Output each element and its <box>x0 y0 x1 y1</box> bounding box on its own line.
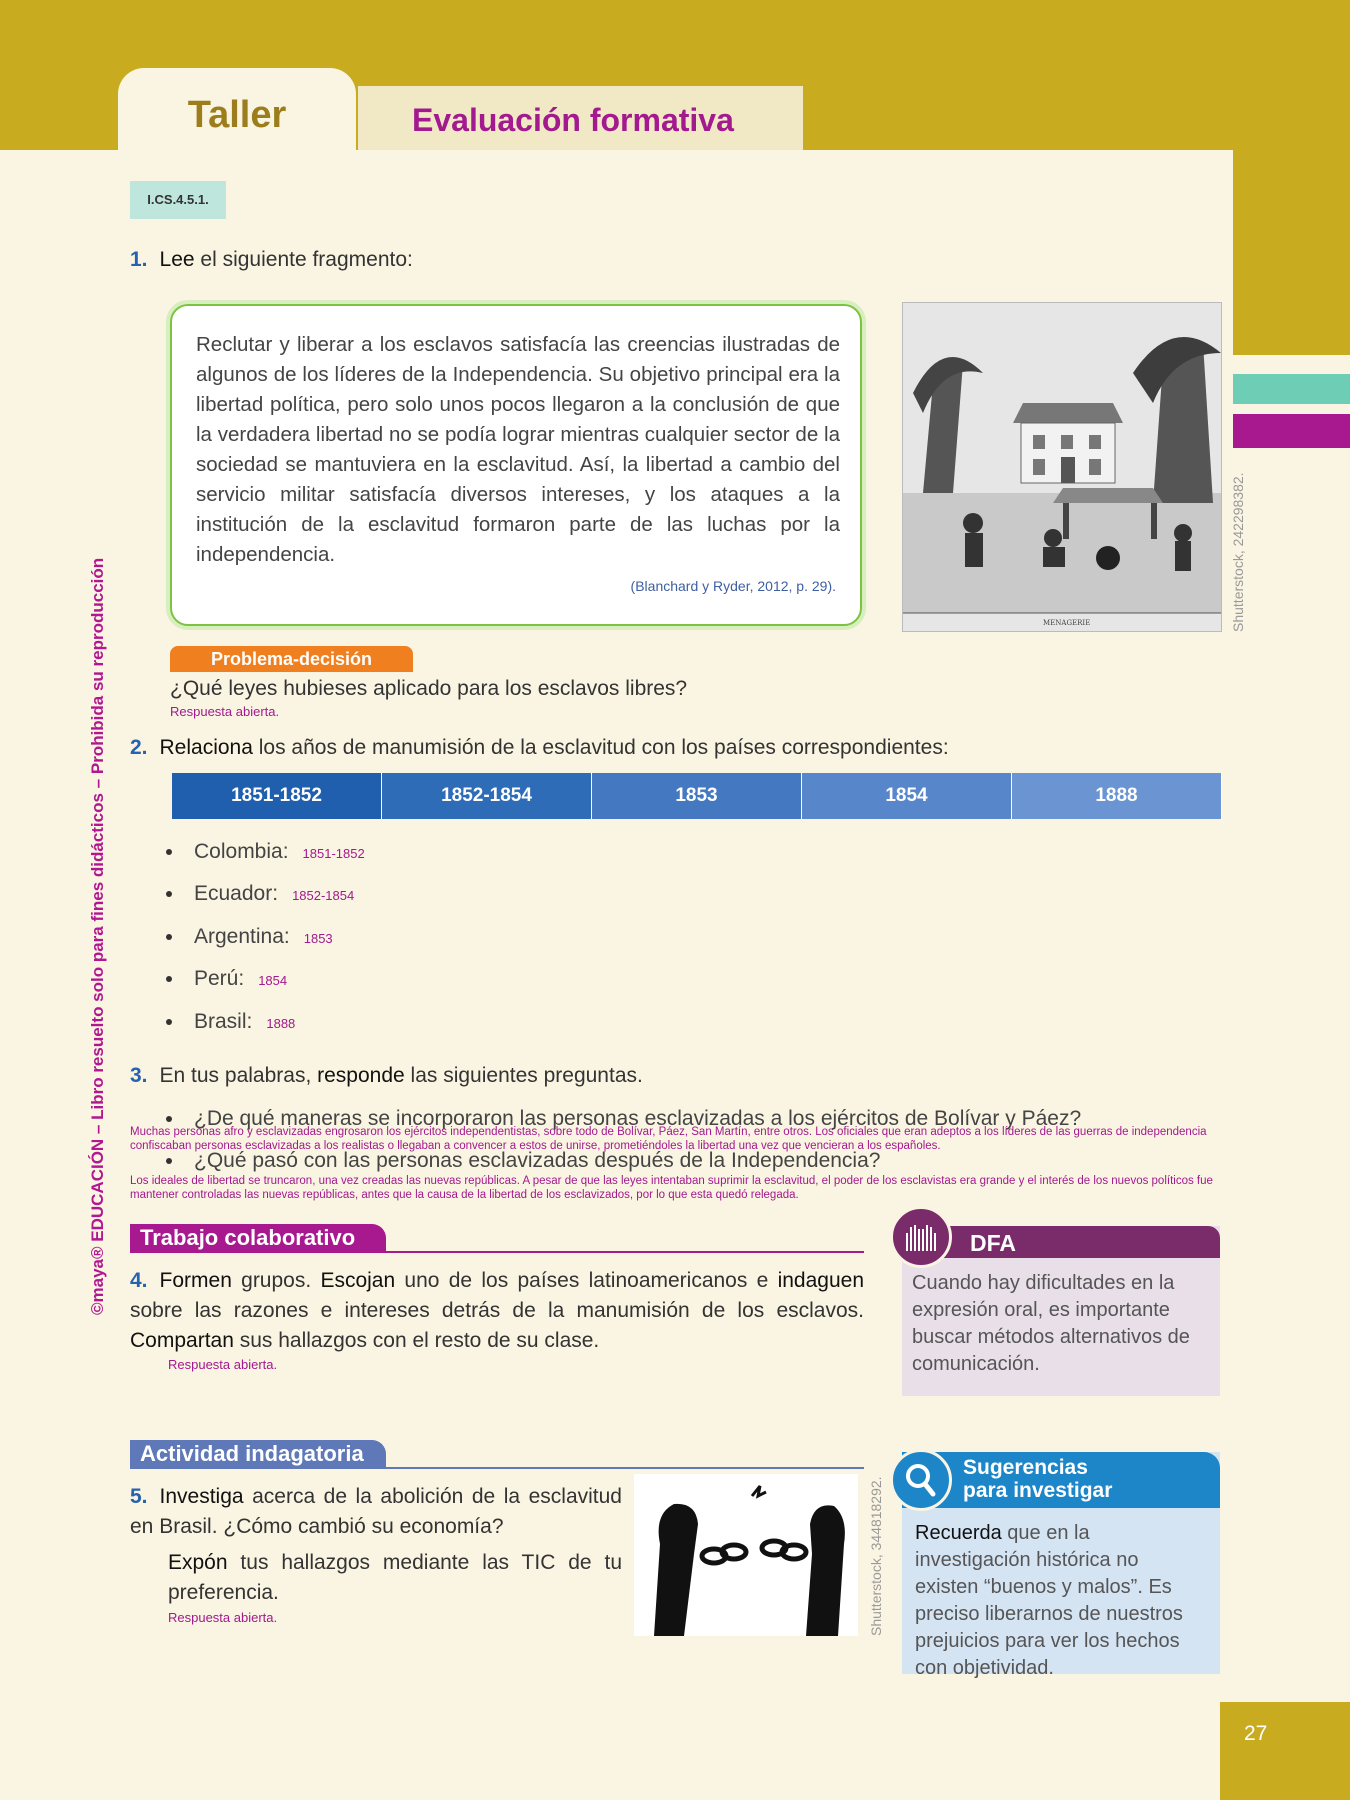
subquestion-answer: Muchas personas afro y esclavizadas engrosaron los ejércitos independentistas, sobre todo de Bolívar, Páez, San Martín, entre otros. Los oficiales que eran adeptos a los líderes de las guerras de independencia confiscaban personas esclavizadas a los realistas o llegaban a convencer a estos de unirse, prometiéndoles la libertad una vez que vencieran a los españoles. <box>130 1126 1207 1152</box>
year-cell: 1852-1854 <box>382 773 592 819</box>
question-text: sobre las razones e intereses detrás de la manumisión de los esclavos. <box>130 1299 864 1322</box>
quote-text: Reclutar y liberar a los esclavos satisfacía las creencias ilustradas de algunos de los líderes de la Independencia. Su objetivo principal era la libertad política, pero solo unos pocos llegaron a la conclusión de que la verdadera libertad no se podía lograr mientras cualquier sector de la sociedad se mantuviera en la esclavitud. Así, la libertad a cambio del servicio militar satisfacía diversos intereses, y los ataques a la institución de la esclavitud formaron parte de las luchas por la independencia. <box>196 333 840 566</box>
bullet <box>166 891 172 897</box>
question-4 <box>130 1266 864 1356</box>
engraving-caption: MENAGERIE <box>1043 619 1091 627</box>
question-number: 3. <box>130 1064 148 1087</box>
bullet <box>166 849 172 855</box>
bullet <box>166 1158 172 1164</box>
question-3 <box>130 1064 643 1088</box>
country-item <box>166 882 354 906</box>
country-item <box>166 925 333 949</box>
year-cell: 1854 <box>802 773 1012 819</box>
question-text-pre: En tus palabras, <box>159 1064 318 1087</box>
page-number-box <box>1220 1702 1350 1800</box>
question-text: el siguiente fragmento: <box>194 248 413 271</box>
problema-answer: Respuesta abierta. <box>170 704 280 719</box>
country-answer: 1888 <box>266 1016 296 1031</box>
country-answer: 1852-1854 <box>292 888 355 903</box>
sugerencias-title <box>963 1456 1112 1502</box>
broken-chains-image <box>634 1474 858 1636</box>
bullet <box>166 976 172 982</box>
question-text: grupos. <box>231 1269 321 1292</box>
photo-credit-1: Shutterstock, 242298382. <box>1230 472 1246 632</box>
question-verb: responde <box>317 1064 405 1087</box>
bullet <box>166 1019 172 1025</box>
sugerencias-body: que en la investigación histórica no existen “buenos y malos”. Es preciso liberarnos de nuestros prejuicios para ver los hechos con objetividad. <box>915 1522 1183 1679</box>
evaluacion-title: Evaluación formativa <box>412 102 734 138</box>
verb-investiga: Investiga <box>159 1485 244 1508</box>
indagatoria-answer: Respuesta abierta. <box>168 1610 278 1625</box>
verb-compartan: Compartan <box>130 1329 234 1352</box>
year-cell: 1888 <box>1012 773 1222 819</box>
country-item <box>166 840 365 864</box>
country-item <box>166 967 287 991</box>
years-table <box>172 773 1222 819</box>
indagatoria-heading: Actividad indagatoria <box>130 1440 386 1468</box>
subquestion-text: ¿De qué maneras se incorporaron las personas esclavizadas a los ejércitos de Bolívar y Páez? <box>194 1107 1082 1130</box>
subquestion-answer: Los ideales de libertad se truncaron, una vez creadas las nuevas repúblicas. A pesar de que las leyes intentaban suprimir la esclavitud, el poder de los esclavistas era grande y el interés de los nuevos políticos fue mantener controladas las nuevas repúblicas, antes que la causa de la libertad de los esclavizados, por lo que esta quedó relegada. <box>130 1175 1213 1201</box>
bullet <box>166 934 172 940</box>
question-2 <box>130 736 949 760</box>
subquestion-text: ¿Qué pasó con las personas esclavizadas después de la Independencia? <box>194 1149 881 1172</box>
dfa-text: Cuando hay dificultades en la expresión oral, es importante buscar métodos alternativos de comunicación. <box>912 1272 1190 1375</box>
question-verb: Lee <box>159 248 195 271</box>
verb-formen: Formen <box>159 1269 232 1292</box>
verb-recuerda: Recuerda <box>915 1522 1002 1544</box>
country-name: Perú: <box>194 967 245 990</box>
year-cell: 1853 <box>592 773 802 819</box>
question-5 <box>130 1482 622 1542</box>
problema-question: ¿Qué leyes hubieses aplicado para los esclavos libres? <box>170 677 688 700</box>
question-number: 1. <box>130 248 148 271</box>
country-name: Argentina: <box>194 925 290 948</box>
problema-decision-badge: Problema-decisión <box>170 646 413 672</box>
trabajo-heading: Trabajo colaborativo <box>130 1224 386 1252</box>
question-5-part2 <box>168 1548 622 1608</box>
engraving-drawing <box>903 303 1221 631</box>
engraving-image <box>902 302 1222 632</box>
teal-tab-strip <box>1233 374 1350 404</box>
verb-indaguen: indaguen <box>777 1269 864 1292</box>
subquestion <box>166 1149 880 1173</box>
hands-icon-graphic <box>893 1209 949 1265</box>
country-item <box>166 1010 295 1034</box>
question-number: 4. <box>130 1269 148 1292</box>
hands-icon <box>890 1206 952 1268</box>
broken-chains-drawing <box>634 1474 858 1636</box>
question-text: las siguientes preguntas. <box>404 1064 643 1087</box>
question-number: 2. <box>130 736 148 759</box>
question-verb: Relaciona <box>159 736 253 759</box>
sugerencias-text <box>915 1520 1207 1682</box>
verb-escojan: Escojan <box>320 1269 396 1292</box>
magnifier-icon-graphic <box>893 1452 949 1508</box>
trabajo-rule <box>130 1251 864 1253</box>
sugerencias-title-line1: Sugerencias <box>963 1456 1088 1479</box>
question-text: acerca de la abolición de la esclavitud en Brasil. ¿Cómo cambió su economía? <box>130 1485 622 1538</box>
indagatoria-rule <box>130 1467 864 1469</box>
magenta-tab-strip <box>1233 414 1350 448</box>
country-answer: 1854 <box>258 973 288 988</box>
country-answer: 1851-1852 <box>302 846 365 861</box>
quote-citation: (Blanchard y Ryder, 2012, p. 29). <box>630 578 836 594</box>
dfa-title: DFA <box>970 1230 1016 1256</box>
skill-code-badge: I.CS.4.5.1. <box>130 181 226 219</box>
taller-tab <box>118 68 356 150</box>
verb-expon: Expón <box>168 1551 228 1574</box>
photo-credit-2: Shutterstock, 344818292. <box>868 1476 884 1636</box>
question-text: tus hallazgos mediante las TIC de tu preferencia. <box>168 1551 622 1604</box>
year-cell: 1851-1852 <box>172 773 382 819</box>
evaluacion-tab <box>358 86 803 150</box>
bullet <box>166 1116 172 1122</box>
quote-box <box>170 304 862 626</box>
question-text: sus hallazgos con el resto de su clase. <box>233 1329 600 1352</box>
question-1 <box>130 248 413 272</box>
question-text: los años de manumisión de la esclavitud con los países correspondientes: <box>252 736 949 759</box>
country-name: Ecuador: <box>194 882 279 905</box>
taller-title: Taller <box>187 94 287 136</box>
country-name: Colombia: <box>194 840 289 863</box>
trabajo-answer: Respuesta abierta. <box>168 1357 278 1372</box>
sugerencias-title-line2: para investigar <box>963 1479 1113 1502</box>
magnifier-icon <box>890 1449 952 1511</box>
side-copyright: ©maya® EDUCACIÓN – Libro resuelto solo para fines didácticos – Prohibida su reproducción <box>88 557 107 1315</box>
right-color-band <box>1233 150 1350 355</box>
question-text: uno de los países latinoamericanos e <box>395 1269 778 1292</box>
page-number: 27 <box>1244 1722 1268 1745</box>
question-number: 5. <box>130 1485 148 1508</box>
country-name: Brasil: <box>194 1010 253 1033</box>
country-answer: 1853 <box>303 931 333 946</box>
